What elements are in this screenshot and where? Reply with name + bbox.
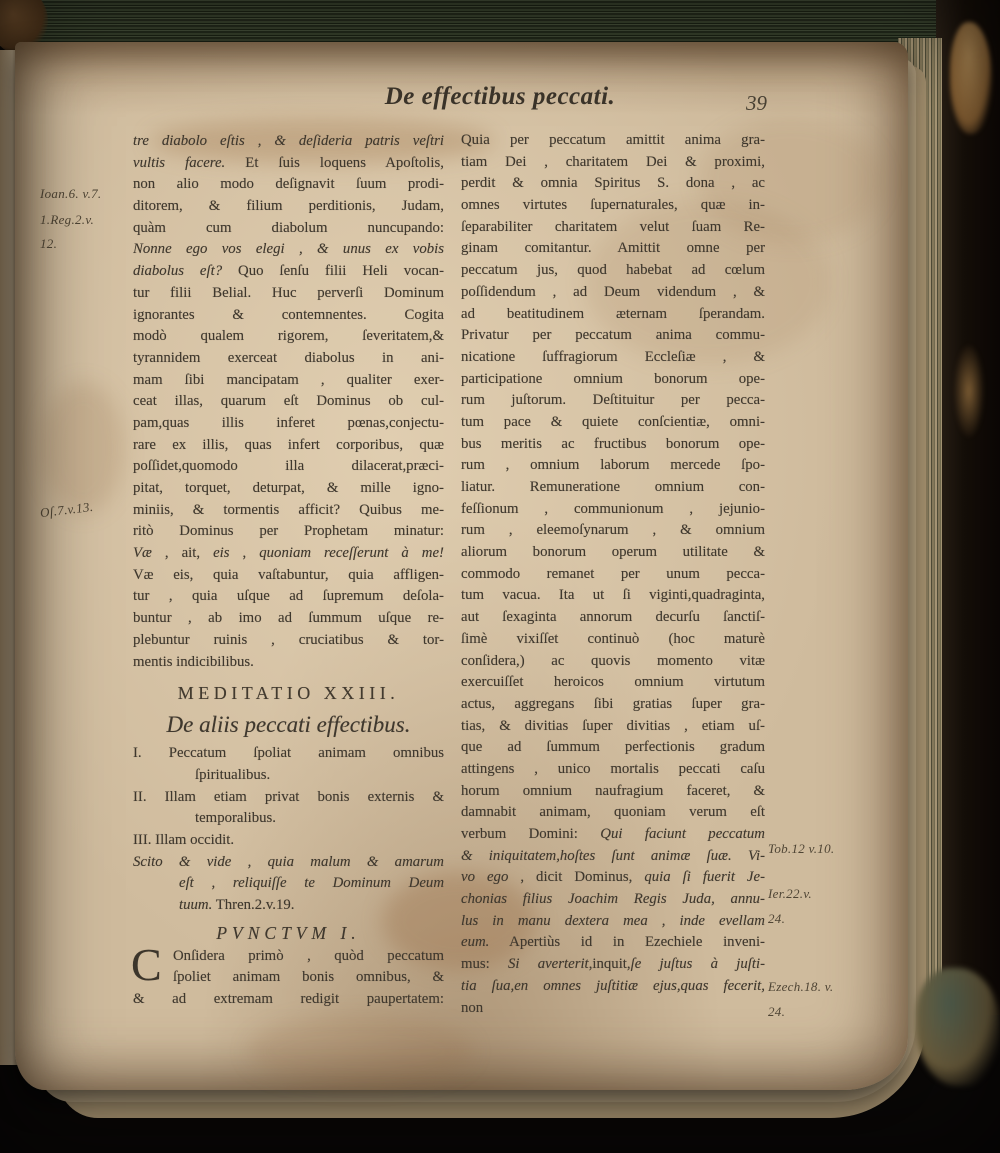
text-segment: aut ſexaginta annorum decurſu ſanctiſ-	[461, 609, 765, 626]
text-segment: eum.	[461, 934, 490, 951]
text-segment: Si averterit	[508, 956, 589, 973]
text-line	[133, 261, 444, 283]
text-segment: tum vacua. Ita ut ſi viginti,quadraginta,	[461, 587, 765, 604]
text-segment: tyrannidem exerceat diabolus in ani-	[133, 349, 444, 366]
margin-citation: Ioan.6. v.7.	[40, 186, 102, 201]
text-line	[461, 282, 765, 304]
dropcap-initial: C	[131, 938, 162, 990]
text-line	[461, 369, 765, 391]
text-segment: tum pace & quiete conſcientiæ, omni-	[461, 413, 765, 430]
margin-citation: Ier.22.v.	[768, 886, 812, 901]
text-segment: Privatur per peccatum anima commu-	[461, 327, 765, 344]
text-column-right	[461, 130, 765, 1019]
page-number: 39	[746, 91, 767, 115]
text-segment: Scito & vide , quia malum & amarum	[133, 853, 444, 870]
book-cover-edge	[936, 0, 1000, 1015]
text-line	[461, 499, 765, 521]
text-line	[461, 347, 765, 369]
text-line	[133, 743, 444, 765]
text-segment: mentis indicibilibus.	[133, 653, 254, 670]
cover-wear-patch	[950, 22, 992, 134]
text-line	[133, 456, 444, 478]
text-segment: feſſionum , communionum , jejunio-	[461, 500, 765, 517]
text-segment: ſimè vixiſſet continuò (hoc maturè	[461, 630, 765, 647]
margin-citation: 24.	[768, 911, 786, 926]
text-segment: , dicit Dominus,	[508, 869, 645, 886]
text-segment: Apertiùs id in Ezechiele inveni-	[489, 934, 765, 951]
text-line	[461, 824, 765, 846]
text-segment: poſſidendum , ad Deum videndum , &	[461, 283, 765, 300]
text-segment: ignorantes & contemnentes. Cogita	[133, 306, 444, 323]
text-segment: peccatum jus, quod habebat ad cœlum	[461, 262, 765, 279]
text-segment: I. Peccatum ſpoliat animam omnibus	[133, 745, 444, 762]
text-segment: participatione omnium bonorum ope-	[461, 370, 765, 387]
text-line	[133, 196, 444, 218]
text-segment: rum juſtorum. Deſtituitur per pecca-	[461, 392, 765, 409]
text-segment: rum , omnium laborum mercede ſpo-	[461, 457, 765, 474]
text-segment: ſpoliet animam bonis omnibus, &	[173, 969, 444, 986]
text-segment: MEDITATIO XXIII.	[177, 683, 400, 704]
text-column-left	[133, 131, 444, 1011]
text-segment: mus:	[461, 956, 508, 973]
text-segment: non	[461, 999, 484, 1016]
text-line	[133, 989, 444, 1011]
text-line	[133, 478, 444, 500]
text-line	[461, 629, 765, 651]
text-line	[461, 846, 765, 868]
text-segment: bus meritis ac fructibus bonorum ope-	[461, 435, 765, 452]
text-segment: ſeparabiliter charitatem velut ſuam Re-	[461, 218, 765, 235]
text-line	[461, 304, 765, 326]
text-line	[133, 131, 444, 153]
text-line	[133, 565, 444, 587]
text-segment: & ad extremam redigit paupertatem:	[133, 991, 444, 1008]
text-line	[461, 867, 765, 889]
text-segment: Qui faciunt peccatum	[600, 826, 765, 842]
text-line	[133, 283, 444, 305]
text-segment: Quia per peccatum amittit anima gra-	[461, 132, 765, 148]
text-line	[461, 781, 765, 803]
text-line	[133, 608, 444, 630]
text-segment: De aliis peccati effectibus.	[166, 712, 411, 738]
text-segment: III. Illam occidit.	[133, 831, 235, 848]
text-segment: lus in manu dextera mea , inde evellam	[461, 912, 765, 929]
text-line	[461, 911, 765, 933]
text-segment: ritò Dominus per Prophetam minatur:	[133, 523, 444, 540]
text-segment: que ad ſummum perfectionis gradum	[461, 739, 765, 756]
text-line	[461, 390, 765, 412]
text-line	[133, 967, 444, 989]
text-line	[461, 954, 765, 976]
cover-wear-patch	[954, 345, 984, 437]
text-segment: miniis, & tormentis afficit? Quibus me-	[133, 501, 444, 518]
text-segment: verbum Domini:	[461, 826, 601, 842]
text-line	[133, 305, 444, 327]
text-line	[461, 542, 765, 564]
text-segment: buntur , ab imo ad ſummum uſque re-	[133, 610, 444, 627]
margin-citation: Tob.12 v.10.	[768, 841, 835, 856]
text-segment: quia ſi fuerit Je-	[644, 869, 765, 886]
text-line	[133, 435, 444, 457]
text-segment: horum omnium naufragium faceret, &	[461, 782, 765, 799]
text-line	[133, 521, 444, 543]
text-line	[461, 173, 765, 195]
text-segment: ditorem, & filium perditionis, Judam,	[133, 198, 444, 215]
text-segment: diabolus eſt?	[133, 263, 223, 280]
text-segment: ginam comitantur. Amittit omne per	[461, 240, 765, 257]
text-segment: Thren.2.v.19.	[212, 897, 295, 913]
text-line	[461, 759, 765, 781]
text-line	[133, 678, 444, 709]
text-line	[133, 920, 444, 946]
text-segment: rum , eleemoſynarum , & omnium	[461, 522, 765, 539]
text-line	[461, 737, 765, 759]
text-line	[133, 852, 444, 874]
text-segment: liatur. Remuneratione omnium con-	[461, 479, 765, 495]
text-segment: chonias filius Joachim Regis Juda, annu-	[461, 891, 765, 908]
text-segment: pam,quas illis inferet pœnas,conjectu-	[133, 414, 444, 431]
text-line	[461, 238, 765, 260]
text-line	[133, 895, 444, 917]
text-segment: Quo ſenſu filii Heli vocan-	[222, 263, 444, 280]
text-line	[133, 391, 444, 413]
text-line	[461, 130, 765, 152]
text-line	[461, 477, 765, 499]
book-top-page-edges	[0, 0, 948, 46]
text-line	[461, 520, 765, 542]
margin-citation: 24.	[768, 1004, 786, 1019]
text-segment: perdit & omnia Spiritus S. dona , ac	[461, 175, 765, 192]
text-segment: ,inquit,	[588, 956, 631, 973]
text-line	[461, 195, 765, 217]
text-line	[133, 370, 444, 392]
text-line	[133, 239, 444, 261]
text-line	[133, 348, 444, 370]
text-line	[461, 976, 765, 998]
text-line	[461, 998, 765, 1020]
text-segment: non alio modo deſignavit ſuum prodi-	[133, 176, 444, 193]
text-line	[133, 153, 444, 175]
text-segment: nicatione ſuffragiorum Eccleſiæ , &	[461, 348, 765, 365]
text-line	[461, 607, 765, 629]
text-line	[461, 455, 765, 477]
text-segment: mam ſibi mancipatam , qualiter exer-	[133, 371, 444, 388]
text-line	[133, 765, 444, 787]
text-segment: tur filii Belial. Huc perverſi Dominum	[133, 284, 444, 301]
text-line	[133, 413, 444, 435]
text-segment: tur , quia uſque ad ſupremum deſola-	[133, 588, 444, 605]
text-segment: ,	[229, 545, 260, 562]
text-segment: vo ego	[461, 869, 509, 886]
text-segment: quàm cum diabolum nuncupando:	[133, 219, 444, 236]
text-line	[133, 873, 444, 895]
text-line	[461, 152, 765, 174]
text-segment: poſſidet,quomodo illa dilacerat,præci-	[133, 458, 444, 475]
text-segment: pitat, torquet, deturpat, & mille igno-	[133, 480, 444, 496]
text-line	[133, 174, 444, 196]
margin-citation: 1.Reg.2.v.	[40, 212, 95, 227]
text-line	[133, 500, 444, 522]
text-segment: commodo remanet per unum pecca-	[461, 565, 765, 582]
text-line	[133, 830, 444, 852]
text-segment: exercuiſſet heroicos omnium virtutum	[461, 674, 765, 691]
cover-corner-wear	[916, 968, 1000, 1086]
text-segment: actus, aggregans ſibi gratias ſuper gra-	[461, 695, 765, 712]
text-line	[461, 932, 765, 954]
text-line	[461, 802, 765, 824]
text-segment: II. Illam etiam privat bonis externis &	[133, 788, 444, 805]
text-segment: Et ſuis loquens Apoſtolis,	[225, 154, 444, 171]
text-segment: Væ eis, quia vaſtabuntur, quia affligen-	[133, 566, 444, 583]
text-line	[133, 543, 444, 565]
text-line	[461, 434, 765, 456]
text-segment: vultis facere.	[133, 154, 226, 171]
text-segment: damnabit animam, quoniam verum eſt	[461, 804, 765, 821]
text-segment: eſt , reliquiſſe te Dominum Deum	[179, 875, 444, 892]
text-segment: tuum.	[179, 897, 213, 913]
text-segment: tia ſua,en omnes juſtitiæ ejus,quas fecerit,	[461, 977, 765, 994]
text-line	[461, 217, 765, 239]
text-line	[461, 564, 765, 586]
text-line	[461, 694, 765, 716]
text-segment: PVNCTVM I.	[216, 922, 361, 943]
text-segment: & iniquitatem,hoſtes ſunt animæ ſuæ. Vi-	[461, 847, 765, 864]
text-segment: Nonne ego vos elegi , & unus ex vobis	[133, 241, 444, 258]
margin-citation: Oſ.7.v.13.	[39, 498, 94, 521]
text-line	[133, 652, 444, 674]
text-line	[133, 630, 444, 652]
text-segment: tiam Dei , charitatem Dei & proximi,	[461, 153, 765, 170]
text-line	[461, 260, 765, 282]
text-segment: ad beatitudinem æternam ſperandam.	[461, 305, 765, 322]
text-segment: tias, & divitias ſuper divitias , etiam uſ-	[461, 717, 765, 734]
text-line	[461, 325, 765, 347]
text-segment: attingens , unico mortalis peccati caſu	[461, 760, 765, 777]
text-segment: Væ	[133, 545, 152, 562]
text-line	[461, 412, 765, 434]
text-line	[133, 218, 444, 240]
text-line	[461, 716, 765, 738]
text-segment: Onſidera primò , quòd peccatum	[173, 947, 444, 964]
text-segment: omnes virtutes ſupernaturales, quæ in-	[461, 197, 765, 214]
text-segment: ceat illas, quarum eſt Dominus ob cul-	[133, 393, 444, 410]
text-line	[461, 651, 765, 673]
text-segment: ſe juſtus à juſti-	[630, 956, 765, 973]
text-line	[133, 709, 444, 743]
running-header: De effectibus peccati.	[384, 83, 616, 110]
text-segment: temporalibus.	[195, 810, 276, 827]
text-line	[461, 585, 765, 607]
text-segment: tre diabolo eſtis , & deſideria patris veſtri	[133, 133, 444, 149]
text-line	[133, 586, 444, 608]
text-line	[461, 672, 765, 694]
text-segment: quoniam receſſerunt à me!	[259, 545, 444, 562]
text-line	[133, 326, 444, 348]
margin-citation: Ezech.18. v.	[768, 979, 834, 994]
text-segment: modò qualem rigorem, ſeveritatem,&	[133, 328, 444, 345]
text-segment: plebuntur ruinis , cruciatibus & tor-	[133, 631, 444, 648]
margin-citation: 12.	[40, 236, 58, 251]
text-segment: rare ex illis, quas infert corporibus, quæ	[133, 436, 444, 453]
text-segment: ſpiritualibus.	[195, 766, 271, 783]
text-line	[461, 889, 765, 911]
text-segment: eis	[213, 545, 230, 562]
text-segment: aliorum bonorum operum utilitate &	[461, 544, 765, 561]
text-line	[133, 787, 444, 809]
text-segment: , ait,	[151, 545, 214, 562]
text-segment: conſidera,) ac quovis momento vitæ	[461, 652, 765, 669]
text-line	[133, 808, 444, 830]
